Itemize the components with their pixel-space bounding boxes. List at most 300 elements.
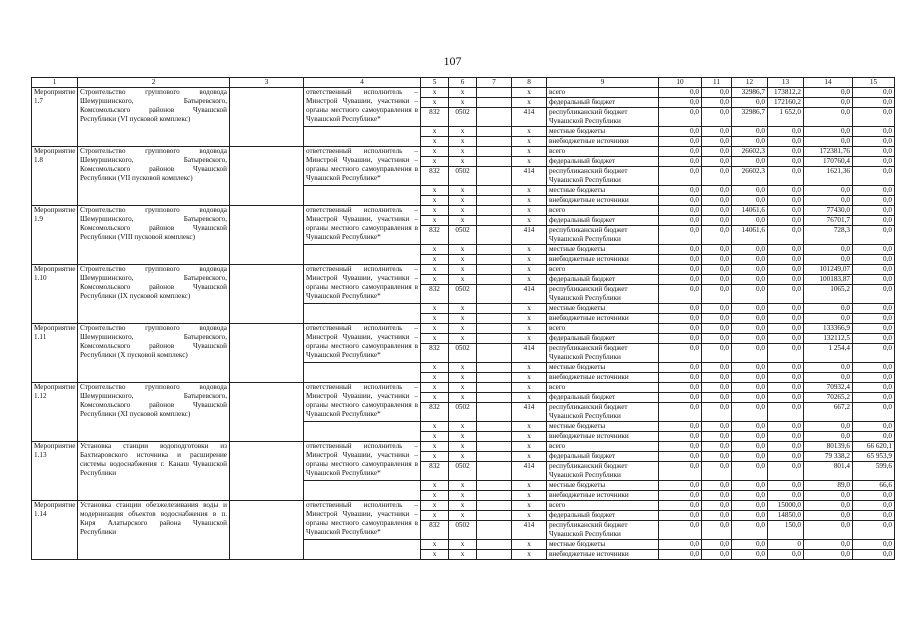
- grbs-code: 832: [421, 462, 449, 481]
- amount-value: 0,0: [853, 285, 895, 304]
- x-mark: x: [449, 137, 477, 147]
- amount-value: 0,0: [732, 373, 768, 383]
- responsible-executor: ответственный исполнитель – Минстрой Чувашии, участники – органы местного самоуправления в Чувашской Республике*: [304, 265, 421, 304]
- empty-cell: [304, 481, 421, 501]
- empty-cell: [477, 216, 512, 226]
- amount-value: 0,0: [768, 373, 804, 383]
- amount-value: 0,0: [732, 98, 768, 108]
- column-number: 10: [659, 78, 702, 88]
- amount-value: 0,0: [659, 255, 702, 265]
- amount-value: 0,0: [659, 442, 702, 452]
- x-mark: x: [421, 137, 449, 147]
- table-row: [32, 265, 895, 275]
- x-mark: x: [449, 393, 477, 403]
- empty-cell: [477, 540, 512, 550]
- x-mark: x: [512, 206, 547, 216]
- amount-value: 66,6: [853, 481, 895, 491]
- amount-value: 0,0: [853, 245, 895, 255]
- x-mark: x: [449, 216, 477, 226]
- amount-value: 0,0: [702, 206, 732, 216]
- x-mark: x: [449, 363, 477, 373]
- x-mark: x: [421, 324, 449, 334]
- amount-value: 0,0: [768, 304, 804, 314]
- x-mark: x: [449, 501, 477, 511]
- x-mark: x: [449, 334, 477, 344]
- amount-value: 0,0: [702, 432, 732, 442]
- x-mark: x: [512, 216, 547, 226]
- x-mark: x: [449, 127, 477, 137]
- x-mark: x: [512, 550, 547, 560]
- empty-cell: [230, 265, 304, 324]
- empty-cell: [477, 147, 512, 157]
- amount-value: 77430,0: [804, 206, 853, 216]
- funding-source: всего: [547, 501, 659, 511]
- amount-value: 0,0: [732, 363, 768, 373]
- amount-value: 0,0: [659, 481, 702, 491]
- amount-value: 1621,36: [804, 167, 853, 186]
- amount-value: 0,0: [853, 137, 895, 147]
- amount-value: 0,0: [853, 206, 895, 216]
- amount-value: 0,0: [768, 344, 804, 363]
- funding-source: всего: [547, 147, 659, 157]
- funding-source: федеральный бюджет: [547, 511, 659, 521]
- grbs-code: 832: [421, 344, 449, 363]
- amount-value: 0,0: [702, 157, 732, 167]
- measure-id: Мероприятие 1.8: [32, 147, 78, 206]
- empty-cell: [477, 167, 512, 186]
- responsible-executor: ответственный исполнитель – Минстрой Чувашии, участники – органы местного самоуправления в Чувашской Республике*: [304, 147, 421, 186]
- column-number: 12: [732, 78, 768, 88]
- amount-value: 0,0: [732, 550, 768, 560]
- vr-code: 414: [512, 167, 547, 186]
- empty-cell: [477, 550, 512, 560]
- amount-value: 0,0: [659, 540, 702, 550]
- amount-value: 0,0: [768, 383, 804, 393]
- amount-value: 0,0: [732, 137, 768, 147]
- amount-value: 0,0: [659, 462, 702, 481]
- funding-source: республиканский бюджет Чувашской Республики: [547, 285, 659, 304]
- x-mark: x: [421, 196, 449, 206]
- amount-value: 599,6: [853, 462, 895, 481]
- empty-cell: [477, 304, 512, 314]
- x-mark: x: [512, 127, 547, 137]
- amount-value: 32986,7: [732, 108, 768, 127]
- amount-value: 0,0: [659, 344, 702, 363]
- x-mark: x: [421, 393, 449, 403]
- empty-cell: [477, 501, 512, 511]
- amount-value: 0,0: [702, 363, 732, 373]
- amount-value: 0,0: [768, 324, 804, 334]
- funding-source: всего: [547, 324, 659, 334]
- amount-value: 0,0: [768, 216, 804, 226]
- x-mark: x: [421, 501, 449, 511]
- rzpr-code: 0502: [449, 521, 477, 540]
- funding-source: внебюджетные источники: [547, 137, 659, 147]
- funding-source: федеральный бюджет: [547, 452, 659, 462]
- amount-value: 0,0: [768, 147, 804, 157]
- funding-source: республиканский бюджет Чувашской Республики: [547, 226, 659, 245]
- column-number: 4: [304, 78, 421, 88]
- x-mark: x: [512, 373, 547, 383]
- x-mark: x: [512, 265, 547, 275]
- column-number: 13: [768, 78, 804, 88]
- responsible-executor: ответственный исполнитель – Минстрой Чувашии, участники – органы местного самоуправления в Чувашской Республике*: [304, 501, 421, 540]
- x-mark: x: [449, 275, 477, 285]
- amount-value: 0,0: [659, 314, 702, 324]
- amount-value: 0,0: [702, 373, 732, 383]
- funding-source: всего: [547, 265, 659, 275]
- x-mark: x: [512, 393, 547, 403]
- x-mark: x: [449, 314, 477, 324]
- x-mark: x: [421, 442, 449, 452]
- amount-value: 0,0: [732, 501, 768, 511]
- amount-value: 0,0: [853, 324, 895, 334]
- funding-source: республиканский бюджет Чувашской Республики: [547, 344, 659, 363]
- grbs-code: 832: [421, 521, 449, 540]
- amount-value: 0,0: [804, 373, 853, 383]
- amount-value: 0,0: [702, 344, 732, 363]
- empty-cell: [477, 383, 512, 393]
- x-mark: x: [449, 511, 477, 521]
- amount-value: 0,0: [702, 314, 732, 324]
- amount-value: 801,4: [804, 462, 853, 481]
- amount-value: 0,0: [804, 196, 853, 206]
- amount-value: 0,0: [853, 550, 895, 560]
- x-mark: x: [512, 540, 547, 550]
- amount-value: 1065,2: [804, 285, 853, 304]
- x-mark: x: [449, 324, 477, 334]
- funding-source: внебюджетные источники: [547, 491, 659, 501]
- responsible-executor: ответственный исполнитель – Минстрой Чувашии, участники – органы местного самоуправления в Чувашской Республике*: [304, 442, 421, 481]
- x-mark: x: [449, 98, 477, 108]
- funding-source: местные бюджеты: [547, 245, 659, 255]
- amount-value: 14061,6: [732, 206, 768, 216]
- grbs-code: 832: [421, 226, 449, 245]
- empty-cell: [477, 314, 512, 324]
- amount-value: 0,0: [659, 403, 702, 422]
- x-mark: x: [449, 88, 477, 98]
- x-mark: x: [512, 511, 547, 521]
- amount-value: 0,0: [659, 137, 702, 147]
- amount-value: 101249,07: [804, 265, 853, 275]
- empty-cell: [477, 265, 512, 275]
- amount-value: 0,0: [659, 432, 702, 442]
- amount-value: 0,0: [659, 521, 702, 540]
- amount-value: 0,0: [732, 127, 768, 137]
- amount-value: 0,0: [732, 216, 768, 226]
- funding-source: местные бюджеты: [547, 127, 659, 137]
- amount-value: 1 254,4: [804, 344, 853, 363]
- x-mark: x: [421, 275, 449, 285]
- amount-value: 0,0: [732, 265, 768, 275]
- amount-value: 173812,2: [768, 88, 804, 98]
- amount-value: 0,0: [804, 363, 853, 373]
- column-number: 7: [477, 78, 512, 88]
- amount-value: 0,0: [702, 167, 732, 186]
- amount-value: 0,0: [768, 363, 804, 373]
- rzpr-code: 0502: [449, 462, 477, 481]
- empty-cell: [477, 403, 512, 422]
- amount-value: 70265,2: [804, 393, 853, 403]
- x-mark: x: [449, 265, 477, 275]
- amount-value: 0,0: [804, 422, 853, 432]
- column-number: 1: [32, 78, 78, 88]
- amount-value: 0,0: [768, 127, 804, 137]
- x-mark: x: [512, 245, 547, 255]
- amount-value: 0,0: [853, 540, 895, 550]
- amount-value: 0,0: [659, 186, 702, 196]
- vr-code: 414: [512, 521, 547, 540]
- amount-value: 0,0: [768, 442, 804, 452]
- x-mark: x: [449, 442, 477, 452]
- amount-value: 0,0: [804, 491, 853, 501]
- measure-name: Строительство группового водовода Шемуршинского, Батыревского, Комсомольского районов Чувашской Республики (X пусковой комплекс): [78, 324, 230, 383]
- amount-value: 0,0: [702, 186, 732, 196]
- amount-value: 0,0: [702, 501, 732, 511]
- amount-value: 0,0: [702, 393, 732, 403]
- x-mark: x: [512, 98, 547, 108]
- amount-value: 0,0: [732, 324, 768, 334]
- funding-source: внебюджетные источники: [547, 255, 659, 265]
- empty-cell: [477, 481, 512, 491]
- empty-cell: [304, 540, 421, 560]
- amount-value: 0,0: [768, 462, 804, 481]
- amount-value: 0,0: [732, 462, 768, 481]
- empty-cell: [304, 186, 421, 206]
- amount-value: 0,0: [732, 511, 768, 521]
- amount-value: 0,0: [659, 88, 702, 98]
- amount-value: 0,0: [732, 275, 768, 285]
- amount-value: 0,0: [804, 245, 853, 255]
- amount-value: 0,0: [732, 245, 768, 255]
- measure-name: Строительство группового водовода Шемуршинского, Батыревского, Комсомольского районов Чувашской Республики (VII пусковой комплекс): [78, 147, 230, 206]
- amount-value: 0,0: [853, 314, 895, 324]
- amount-value: 0,0: [732, 157, 768, 167]
- amount-value: 150,0: [768, 521, 804, 540]
- amount-value: 0,0: [732, 186, 768, 196]
- amount-value: 0,0: [853, 108, 895, 127]
- responsible-executor: ответственный исполнитель – Минстрой Чувашии, участники – органы местного самоуправления в Чувашской Республике*: [304, 88, 421, 127]
- amount-value: 0,0: [804, 432, 853, 442]
- responsible-executor: ответственный исполнитель – Минстрой Чувашии, участники – органы местного самоуправления в Чувашской Республике*: [304, 383, 421, 422]
- amount-value: 0,0: [702, 88, 732, 98]
- amount-value: 0,0: [659, 491, 702, 501]
- x-mark: x: [449, 491, 477, 501]
- amount-value: 0,0: [853, 186, 895, 196]
- amount-value: 0,0: [853, 511, 895, 521]
- empty-cell: [304, 422, 421, 442]
- amount-value: 667,2: [804, 403, 853, 422]
- amount-value: 0,0: [659, 157, 702, 167]
- vr-code: 414: [512, 462, 547, 481]
- empty-cell: [477, 88, 512, 98]
- amount-value: 0: [768, 540, 804, 550]
- funding-source: федеральный бюджет: [547, 98, 659, 108]
- amount-value: 0,0: [702, 442, 732, 452]
- empty-cell: [477, 373, 512, 383]
- amount-value: 0,0: [702, 491, 732, 501]
- amount-value: 0,0: [732, 314, 768, 324]
- x-mark: x: [421, 255, 449, 265]
- amount-value: 0,0: [853, 304, 895, 314]
- rzpr-code: 0502: [449, 167, 477, 186]
- amount-value: 0,0: [732, 334, 768, 344]
- amount-value: 0,0: [853, 275, 895, 285]
- measure-name: Установка станции обезжелезивания воды и модернизация объектов водоснабжения в п. Киря Алатырского района Чувашской Республики: [78, 501, 230, 560]
- empty-cell: [230, 147, 304, 206]
- empty-cell: [230, 442, 304, 501]
- x-mark: x: [512, 88, 547, 98]
- table-row: [32, 442, 895, 452]
- funding-source: местные бюджеты: [547, 481, 659, 491]
- funding-source: внебюджетные источники: [547, 196, 659, 206]
- amount-value: 0,0: [853, 216, 895, 226]
- funding-source: всего: [547, 442, 659, 452]
- x-mark: x: [421, 383, 449, 393]
- amount-value: 0,0: [768, 265, 804, 275]
- amount-value: 0,0: [804, 540, 853, 550]
- x-mark: x: [449, 540, 477, 550]
- funding-source: республиканский бюджет Чувашской Республики: [547, 403, 659, 422]
- measure-id: Мероприятие 1.9: [32, 206, 78, 265]
- empty-cell: [477, 255, 512, 265]
- measure-name: Строительство группового водовода Шемуршинского, Батыревского, Комсомольского районов Чувашской Республики (IX пусковой комплекс): [78, 265, 230, 324]
- empty-cell: [477, 206, 512, 216]
- amount-value: 0,0: [702, 275, 732, 285]
- x-mark: x: [421, 334, 449, 344]
- amount-value: 0,0: [659, 226, 702, 245]
- empty-cell: [477, 432, 512, 442]
- amount-value: 133366,9: [804, 324, 853, 334]
- x-mark: x: [512, 275, 547, 285]
- x-mark: x: [512, 383, 547, 393]
- measure-name: Установка станции водоподготовки из Бахтиаровского источника и расширение системы водоснабжения г. Канаш Чувашской Республики: [78, 442, 230, 501]
- amount-value: 0,0: [804, 511, 853, 521]
- funding-source: всего: [547, 206, 659, 216]
- amount-value: 0,0: [702, 521, 732, 540]
- amount-value: 0,0: [702, 462, 732, 481]
- amount-value: 0,0: [732, 383, 768, 393]
- amount-value: 0,0: [732, 432, 768, 442]
- x-mark: x: [512, 442, 547, 452]
- x-mark: x: [512, 491, 547, 501]
- amount-value: 0,0: [768, 334, 804, 344]
- amount-value: 0,0: [804, 127, 853, 137]
- amount-value: 0,0: [732, 442, 768, 452]
- amount-value: 0,0: [768, 167, 804, 186]
- rzpr-code: 0502: [449, 108, 477, 127]
- empty-cell: [477, 285, 512, 304]
- amount-value: 0,0: [702, 422, 732, 432]
- x-mark: x: [512, 334, 547, 344]
- vr-code: 414: [512, 108, 547, 127]
- amount-value: 0,0: [659, 285, 702, 304]
- amount-value: 0,0: [853, 226, 895, 245]
- budget-table: [31, 77, 895, 560]
- amount-value: 0,0: [853, 98, 895, 108]
- amount-value: 70932,4: [804, 383, 853, 393]
- funding-source: всего: [547, 383, 659, 393]
- x-mark: x: [512, 324, 547, 334]
- x-mark: x: [449, 186, 477, 196]
- amount-value: 0,0: [702, 550, 732, 560]
- x-mark: x: [449, 432, 477, 442]
- table-row: [32, 88, 895, 98]
- empty-cell: [477, 127, 512, 137]
- x-mark: x: [421, 206, 449, 216]
- amount-value: 15000,0: [768, 501, 804, 511]
- amount-value: 0,0: [853, 373, 895, 383]
- x-mark: x: [512, 452, 547, 462]
- empty-cell: [477, 245, 512, 255]
- amount-value: 66 620,1: [853, 442, 895, 452]
- table-row: [32, 324, 895, 334]
- amount-value: 0,0: [732, 285, 768, 304]
- amount-value: 170760,4: [804, 157, 853, 167]
- empty-cell: [477, 344, 512, 363]
- x-mark: x: [512, 432, 547, 442]
- amount-value: 100183,87: [804, 275, 853, 285]
- amount-value: 0,0: [768, 275, 804, 285]
- amount-value: 1 652,0: [768, 108, 804, 127]
- x-mark: x: [449, 550, 477, 560]
- amount-value: 172381,76: [804, 147, 853, 157]
- x-mark: x: [421, 432, 449, 442]
- empty-cell: [477, 226, 512, 245]
- funding-source: местные бюджеты: [547, 304, 659, 314]
- amount-value: 0,0: [659, 383, 702, 393]
- x-mark: x: [421, 363, 449, 373]
- empty-cell: [230, 88, 304, 147]
- amount-value: 0,0: [768, 255, 804, 265]
- amount-value: 0,0: [853, 265, 895, 275]
- amount-value: 0,0: [853, 167, 895, 186]
- empty-cell: [477, 491, 512, 501]
- amount-value: 0,0: [768, 186, 804, 196]
- amount-value: 0,0: [768, 196, 804, 206]
- amount-value: 0,0: [702, 137, 732, 147]
- x-mark: x: [421, 373, 449, 383]
- vr-code: 414: [512, 344, 547, 363]
- amount-value: 0,0: [702, 98, 732, 108]
- amount-value: 0,0: [853, 196, 895, 206]
- amount-value: 0,0: [768, 393, 804, 403]
- amount-value: 0,0: [732, 344, 768, 363]
- empty-cell: [477, 393, 512, 403]
- amount-value: 0,0: [659, 501, 702, 511]
- amount-value: 0,0: [659, 216, 702, 226]
- x-mark: x: [421, 452, 449, 462]
- table-row: [32, 501, 895, 511]
- amount-value: 0,0: [732, 393, 768, 403]
- amount-value: 0,0: [659, 452, 702, 462]
- amount-value: 0,0: [853, 422, 895, 432]
- empty-cell: [477, 511, 512, 521]
- amount-value: 0,0: [702, 304, 732, 314]
- funding-source: республиканский бюджет Чувашской Республики: [547, 521, 659, 540]
- x-mark: x: [449, 245, 477, 255]
- column-number: 3: [230, 78, 304, 88]
- amount-value: 0,0: [702, 540, 732, 550]
- x-mark: x: [449, 383, 477, 393]
- empty-cell: [230, 206, 304, 265]
- amount-value: 0,0: [659, 550, 702, 560]
- funding-source: федеральный бюджет: [547, 334, 659, 344]
- vr-code: 414: [512, 226, 547, 245]
- grbs-code: 832: [421, 285, 449, 304]
- amount-value: 0,0: [732, 304, 768, 314]
- x-mark: x: [421, 422, 449, 432]
